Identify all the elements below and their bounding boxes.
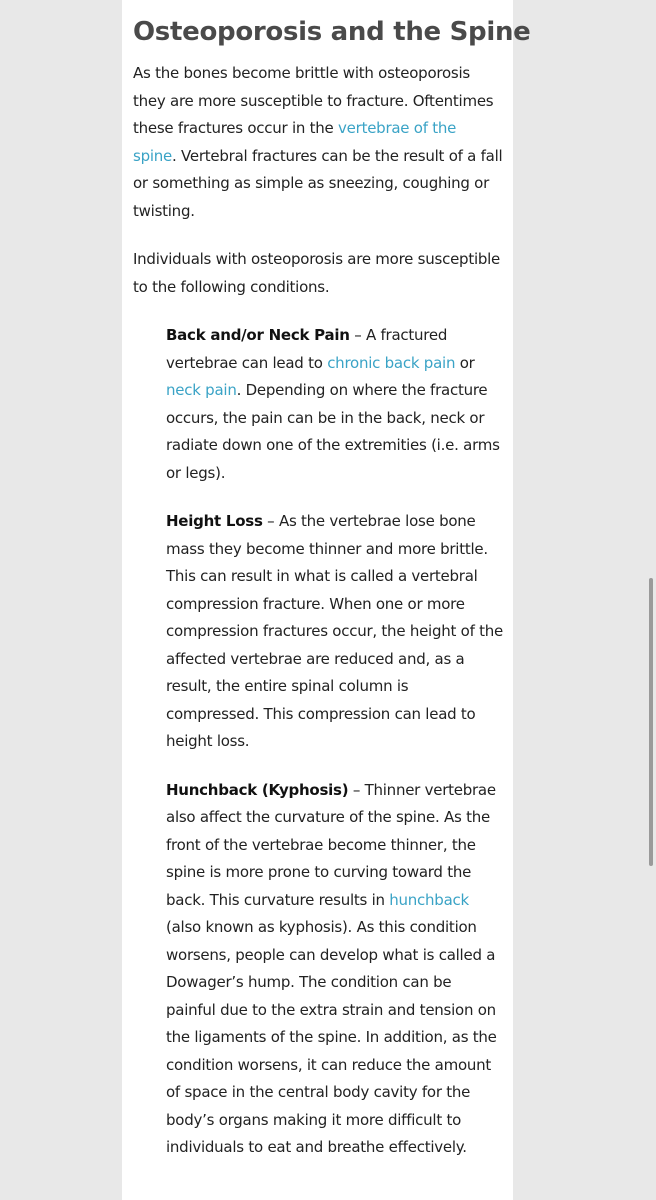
article-column [122,0,531,1200]
chronic-back-pain-link[interactable]: chronic back pain [327,353,456,372]
intro-text-1: As the bones become brittle with osteoporosis they are more susceptible to fracture. Oftentimes these fractures occur in the [133,64,494,137]
lead-paragraph: Individuals with osteoporosis are more susceptible to the following conditions. [133,250,501,296]
hunchback-heading: Hunchback (Kyphosis) [166,780,349,799]
hunchback-text-1: – Thinner vertebrae also affect the curvature of the spine. As the front of the vertebrae become thinner, the spine is more prone to curving toward the back. This curvature results in [166,780,496,909]
back-neck-pain-text-2: or [455,353,475,372]
height-loss-paragraph [166,508,503,756]
page-title: Osteoporosis and the Spine [133,17,531,47]
back-neck-pain-text-3: . Depending on where the fracture occurs, the pain can be in the back, neck or radiate down one of the extremities (i.e. arms or legs). [166,381,500,482]
scrollbar-thumb[interactable] [649,578,653,866]
hunchback-link[interactable]: hunchback [389,890,469,909]
neck-pain-link[interactable]: neck pain [166,381,237,399]
height-loss-text: – As the vertebrae lose bone mass they become thinner and more brittle. This can result in what is called a vertebral compression fracture. When one or more compression fractures occur, the height of the affected vertebrae are reduced and, as a result, the entire spinal column is compressed. This compression can lead to height loss. [166,512,503,750]
intro-text-2: . Vertebral fractures can be the result of a fall or something as simple as sneezing, coughing or twisting. [133,146,503,220]
hunchback-text-2: (also known as kyphosis). As this condition worsens, people can develop what is called a Dowager’s hump. The condition can be painful due to the extra strain and tension on the ligaments of the spine. In addition, as the condition worsens, it can reduce the amount of space in the central body cavity for the body’s organs making it more difficult to individuals to eat and breathe effectively. [166,918,497,1156]
back-neck-pain-text-1: – A fractured vertebrae can lead to [166,326,448,372]
intro-paragraph [133,60,503,225]
back-neck-pain-heading: Back and/or Neck Pain [166,326,350,344]
height-loss-heading: Height Loss [166,512,263,530]
back-neck-pain-paragraph [166,322,503,487]
hunchback-paragraph [166,777,503,1162]
vertebrae-of-the-spine-link[interactable]: vertebrae of the spine [133,119,457,165]
